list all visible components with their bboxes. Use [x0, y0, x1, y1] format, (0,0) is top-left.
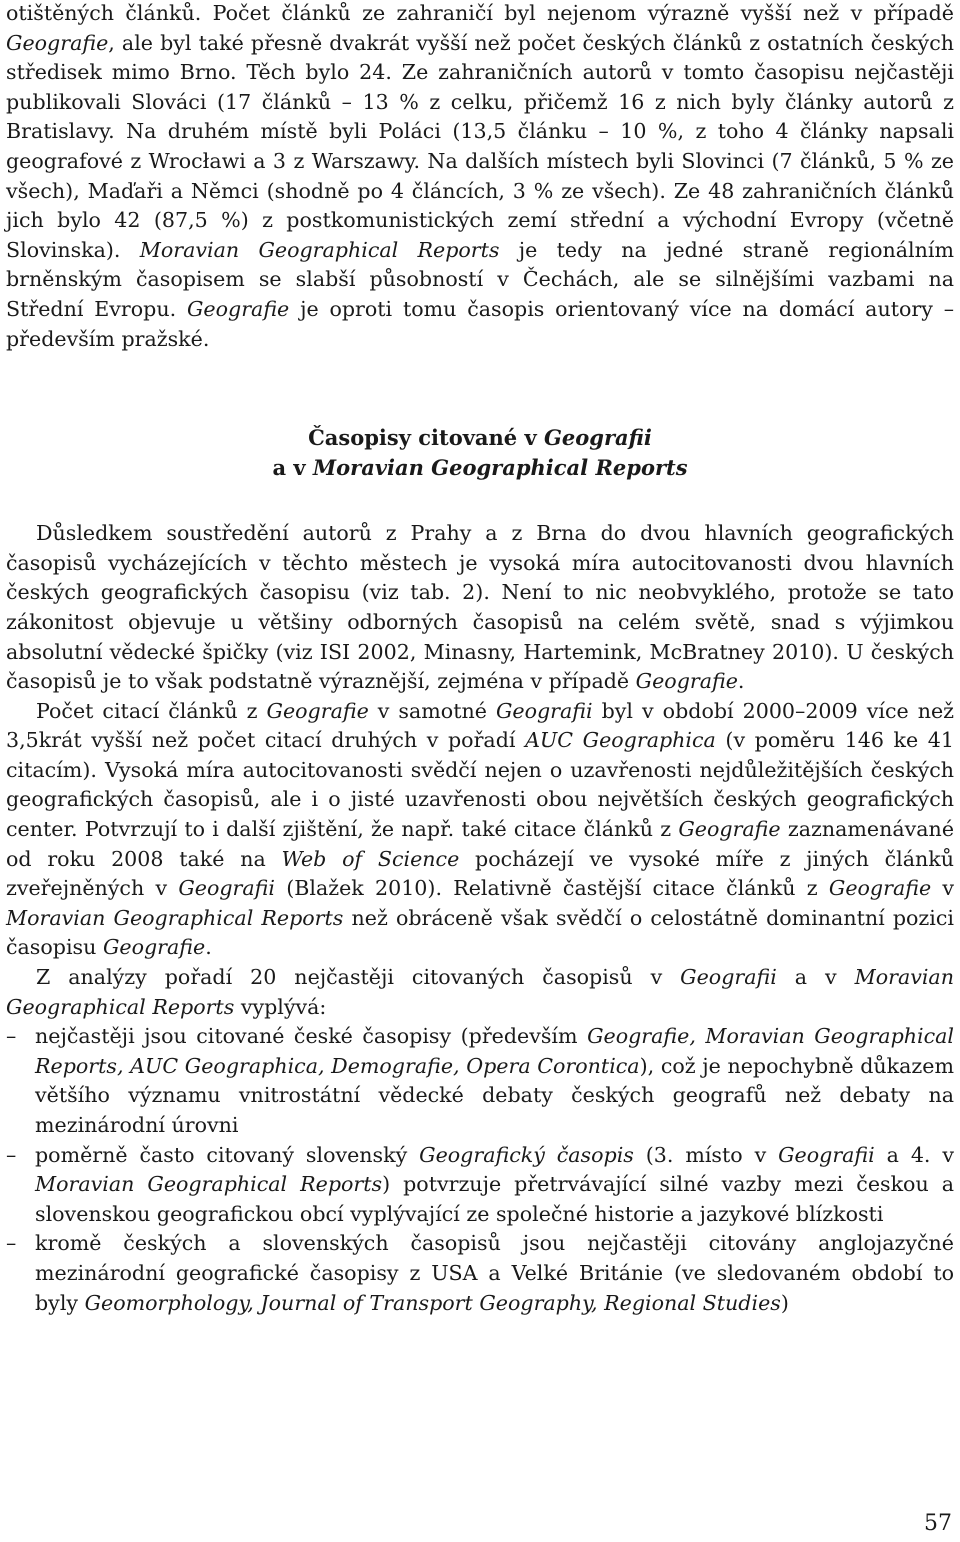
text-run: v samotné — [368, 698, 496, 723]
italic-run: Moravian Geographical Reports — [6, 905, 344, 930]
italic-run: Geografii — [178, 876, 275, 901]
text-run: pocházejí ve vysoké míře z jiných článků zveřejněných v — [6, 846, 954, 901]
heading-line-2 — [272, 455, 687, 480]
italic-run: Moravian Geographical Reports — [35, 1172, 383, 1197]
text-run: je tedy na jedné straně regionálním brněnským časopisem se slabší působností v Čechách, ale se silnějšími vazbami na Střední Evropu. — [6, 237, 954, 321]
section-heading — [6, 423, 954, 483]
heading-italic: Geografii — [543, 425, 652, 451]
list-item — [6, 1022, 954, 1140]
text-run: v — [931, 876, 954, 901]
text-run: poměrně často citovaný slovenský — [35, 1142, 420, 1167]
text-run: zaznamenávané od roku 2008 také na — [6, 817, 954, 871]
body-paragraph-analysis — [6, 963, 954, 1022]
text-run: (v poměru 146 ke 41 citacím). Vysoká míra autocitovanosti svědčí nejen o uzavřenosti nejdůležitějších českých geografických časopisů, ale i o jisté uzavřenosti obou největších českých geografických center. Potvrzují to i další zjištění, že např. také citace článků z — [6, 728, 954, 842]
body-paragraph-citations — [6, 697, 954, 963]
text-run: otištěných článků. Počet článků ze zahraničí byl nejenom výrazně vyšší než v případě — [6, 1, 954, 25]
text-run: (Blažek 2010). Relativně častější citace článků z — [275, 876, 829, 901]
italic-run: Geografie — [678, 817, 781, 842]
findings-list — [6, 1022, 954, 1318]
text-run: (3. místo v — [633, 1142, 779, 1167]
text-run: ), což je nepochybně důkazem většího významu vnitrostátní vědecké debaty českých geografů než debaty na mezinárodní úrovni — [35, 1053, 954, 1137]
italic-run: Geomorphology, Journal of Transport Geography, Regional Studies — [84, 1290, 781, 1315]
italic-run: Moravian Geographical Reports — [6, 965, 954, 1019]
italic-run: Moravian Geographical Reports — [139, 237, 500, 262]
text-run: a v — [776, 965, 855, 990]
italic-run: Geografický časopis — [419, 1142, 634, 1167]
text-run: a 4. v — [874, 1142, 954, 1167]
italic-run: Geografie — [6, 30, 109, 55]
heading-italic: Moravian Geographical Reports — [312, 455, 688, 481]
dash-marker: – — [6, 1142, 17, 1167]
italic-run: Geografie — [828, 876, 932, 901]
dash-marker: – — [6, 1231, 17, 1256]
text-run: je oproti tomu časopis orientovaný více na domácí autory – především pražské. — [6, 296, 954, 351]
italic-run: Geografii — [495, 698, 593, 723]
heading-line-1 — [308, 425, 652, 450]
italic-run: Geografii — [680, 965, 777, 990]
text-run: Z analýzy pořadí 20 nejčastěji citovaných časopisů v — [36, 965, 681, 990]
page-number: 57 — [924, 1511, 952, 1536]
italic-run: Geografie — [102, 935, 206, 960]
text-run: . — [205, 935, 212, 960]
dash-marker: – — [6, 1024, 17, 1049]
italic-run: Web of Science — [281, 846, 460, 871]
italic-run: Geografie, Moravian Geographical Reports, AUC Geographica, Demografie, Opera Corontica — [35, 1024, 955, 1078]
text-run: nejčastěji jsou citované české časopisy (především — [35, 1024, 588, 1049]
text-run: ) — [780, 1290, 789, 1315]
list-item — [6, 1141, 954, 1230]
text-run: vyplývá: — [234, 994, 327, 1019]
body-paragraph-autocitation — [6, 519, 954, 697]
text-run: byl v období 2000–2009 více než 3,5krát vyšší než počet citací druhých v pořadí — [6, 698, 954, 753]
text-run: . — [737, 669, 745, 694]
document-page — [6, 0, 954, 1318]
italic-run: Geografii — [778, 1142, 875, 1167]
heading-text: a v — [272, 455, 313, 481]
list-item — [6, 1229, 954, 1318]
text-run: kromě českých a slovenských časopisů jsou nejčastěji citovány anglojazyčné mezinárodní geografické časopisy z USA a Velké Británie (ve sledovaném období to byly — [35, 1231, 954, 1315]
text-run: , ale byl také přesně dvakrát vyšší než počet českých článků z ostatních českých středisek mimo Brno. Těch bylo 24. Ze zahraničních autorů v tomto časopisu nejčastěji publikovali Slováci (17 článků – 13 % z celku, přičemž 16 z nich byly články autorů z Bratislavy. Na druhém místě byli Poláci (13,5 článku – 10 %, z toho 4 články napsali geografové z Wrocławi a 3 z Warszawy. Na dalších místech byli Slovinci (7 článků, 5 % ze všech), Maďaři a Němci (shodně po 4 článcích, 3 % ze všech). Ze 48 zahraničních článků jich bylo 42 (87,5 %) z postkomunistických zemí střední a východní Evropy (včetně Slovinska). — [6, 30, 954, 262]
heading-text: Časopisy citované v — [308, 425, 544, 451]
italic-run: AUC Geographica — [525, 728, 716, 753]
text-run: Důsledkem soustředění autorů z Prahy a z Brna do dvou hlavních geografických časopisů vycházejících v těchto městech je vysoká míra autocitovanosti dvou hlavních českých geografických časopisu (viz tab. 2). Není to nic neobvyklého, protože se tato zákonitost objevuje u většiny odborných časopisů na celém světě, snad s výjimkou absolutní vědecké špičky (viz ISI 2002, Minasny, Hartemink, McBratney 2010). U českých časopisů je to však podstatně výraznější, zejména v případě — [6, 521, 954, 694]
italic-run: Geografie — [186, 296, 290, 321]
italic-run: Geografie — [266, 698, 369, 723]
text-run: ) potvrzuje přetrvávající silné vazby mezi českou a slovenskou geografickou obcí vyplývající ze společné historie a jazykové blízkosti — [35, 1172, 954, 1226]
text-run: Počet citací článků z — [36, 698, 267, 723]
italic-run: Geografie — [635, 669, 738, 694]
body-paragraph-intro — [6, 0, 954, 354]
text-run: než obráceně však svědčí o celostátně dominantní pozici časopisu — [6, 905, 954, 960]
